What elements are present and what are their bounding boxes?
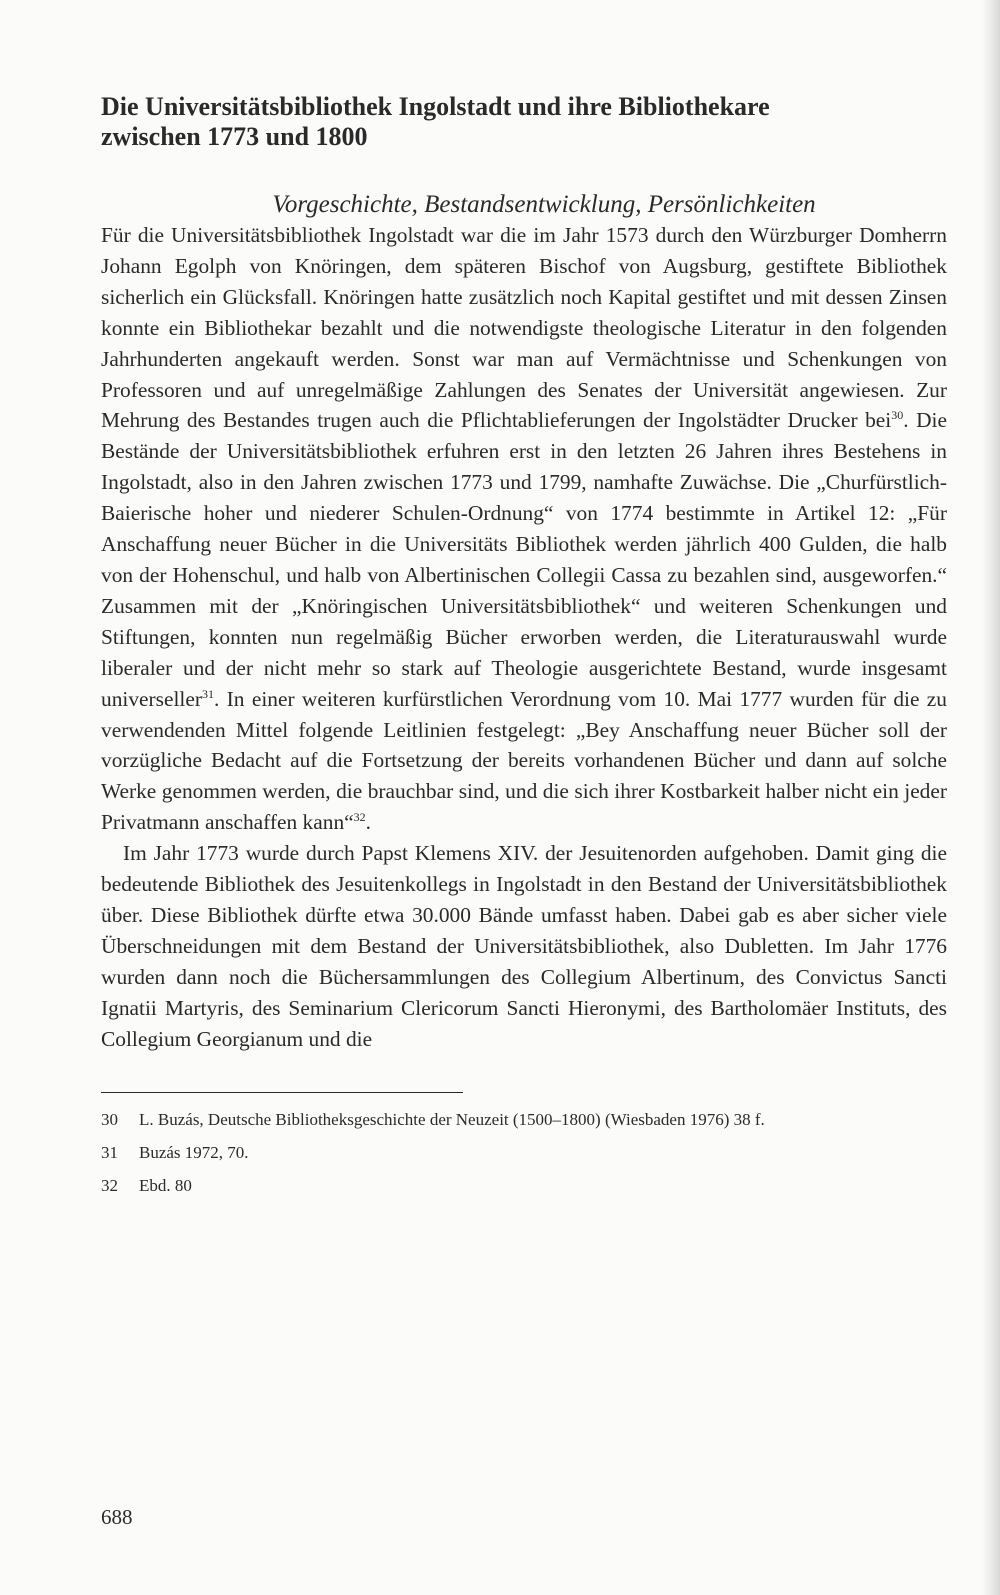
chapter-title-line2: zwischen 1773 und 1800 — [101, 122, 368, 151]
footnote-divider — [101, 1092, 463, 1093]
footnotes — [101, 1109, 947, 1197]
page-content — [101, 92, 947, 1208]
paragraph-1-part-d: . — [365, 810, 371, 835]
footnote-number: 32 — [101, 1176, 118, 1196]
chapter-title — [101, 92, 947, 152]
paragraph-1 — [101, 220, 947, 838]
footnote-text: Buzás 1972, 70. — [139, 1143, 249, 1163]
footnote-ref-32: 32 — [353, 810, 366, 825]
chapter-title-line1: Die Universitätsbibliothek Ingolstadt und ihre Bibliothekare — [101, 92, 770, 121]
paragraph-1-part-b: . Die Bestände der Universitätsbibliothek erfuhren erst in den letzten 26 Jahren ihres Bestehens in Ingolstadt, also in den Jahren zwischen 1773 und 1799, namhafte Zuwächse. Die „Churfürstlich-Baierische hoher und niederer Schulen-Ordnung“ von 1774 bestimmte in Artikel 12: „Für Anschaffung neuer Bücher in die Universitäts Bibliothek werden jährlich 400 Gulden, die halb von der Hohenschul, und halb von Albertinischen Collegii Cassa zu bezahlen sind, ausgeworfen.“ Zusammen mit der „Knöringischen Universitätsbibliothek“ und weiteren Schenkungen und Stiftungen, konnten nun regelmäßig Bücher erworben werden, die Literaturauswahl wurde liberaler und der nicht mehr so stark auf Theologie ausgerichtete Bestand, wurde insgesamt universeller — [101, 408, 947, 711]
footnote-ref-30: 30 — [891, 408, 904, 423]
body-text — [101, 220, 947, 1054]
footnote-ref-31: 31 — [201, 686, 214, 701]
footnote-text: L. Buzás, Deutsche Bibliotheksgeschichte der Neuzeit (1500–1800) (Wiesbaden 1976) 38 f. — [139, 1110, 765, 1130]
footnote-item — [101, 1175, 947, 1197]
footnote-number: 31 — [101, 1143, 118, 1163]
chapter-subtitle: Vorgeschichte, Bestandsentwicklung, Persönlichkeiten — [272, 191, 816, 218]
paragraph-1-part-c: . In einer weiteren kurfürstlichen Verordnung vom 10. Mai 1777 wurden für die zu verwendenden Mittel folgende Leitlinien festgelegt: „Bey Anschaffung neuer Bücher soll der vorzügliche Bedacht auf die Fortsetzung der bereits vorhandenen Bücher und dann auf solche Werke genommen werden, die brauchbar sind, und die sich ihrer Kostbarkeit halber nicht ein jeder Privatmann anschaffen kann“ — [101, 686, 947, 835]
footnote-item — [101, 1142, 947, 1164]
page-number: 688 — [101, 1505, 133, 1529]
footnote-number: 30 — [101, 1110, 118, 1130]
footnote-item — [101, 1109, 947, 1131]
footnote-text: Ebd. 80 — [139, 1176, 192, 1196]
paragraph-2: Im Jahr 1773 wurde durch Papst Klemens XIV. der Jesuitenorden aufgehoben. Damit ging die bedeutende Bibliothek des Jesuitenkollegs in Ingolstadt in den Bestand der Universitätsbibliothek über. Diese Bibliothek dürfte etwa 30.000 Bände umfasst haben. Dabei gab es aber sicher viele Überschneidungen mit dem Bestand der Universitätsbibliothek, also Dubletten. Im Jahr 1776 wurden dann noch die Büchersammlungen des Collegium Albertinum, des Convictus Sancti Ignatii Martyris, des Seminarium Clericorum Sancti Hieronymi, des Bartholomäer Instituts, des Collegium Georgianum und die — [101, 841, 947, 1051]
paragraph-1-part-a: Für die Universitätsbibliothek Ingolstadt war die im Jahr 1573 durch den Würzburger Domherrn Johann Egolph von Knöringen, dem späteren Bischof von Augsburg, gestiftete Bibliothek sicherlich ein Glücksfall. Knöringen hatte zusätzlich noch Kapital gestiftet und mit dessen Zinsen konnte ein Bibliothekar bezahlt und die notwendigste theologische Literatur in den folgenden Jahrhunderten angekauft werden. Sonst war man auf Vermächtnisse und Schenkungen von Professoren und auf unregelmäßige Zahlungen des Senates der Universität angewiesen. Zur Mehrung des Bestandes trugen auch die Pflichtablieferungen der Ingolstädter Drucker bei — [101, 223, 947, 433]
page-edge-shadow — [982, 0, 1000, 1595]
